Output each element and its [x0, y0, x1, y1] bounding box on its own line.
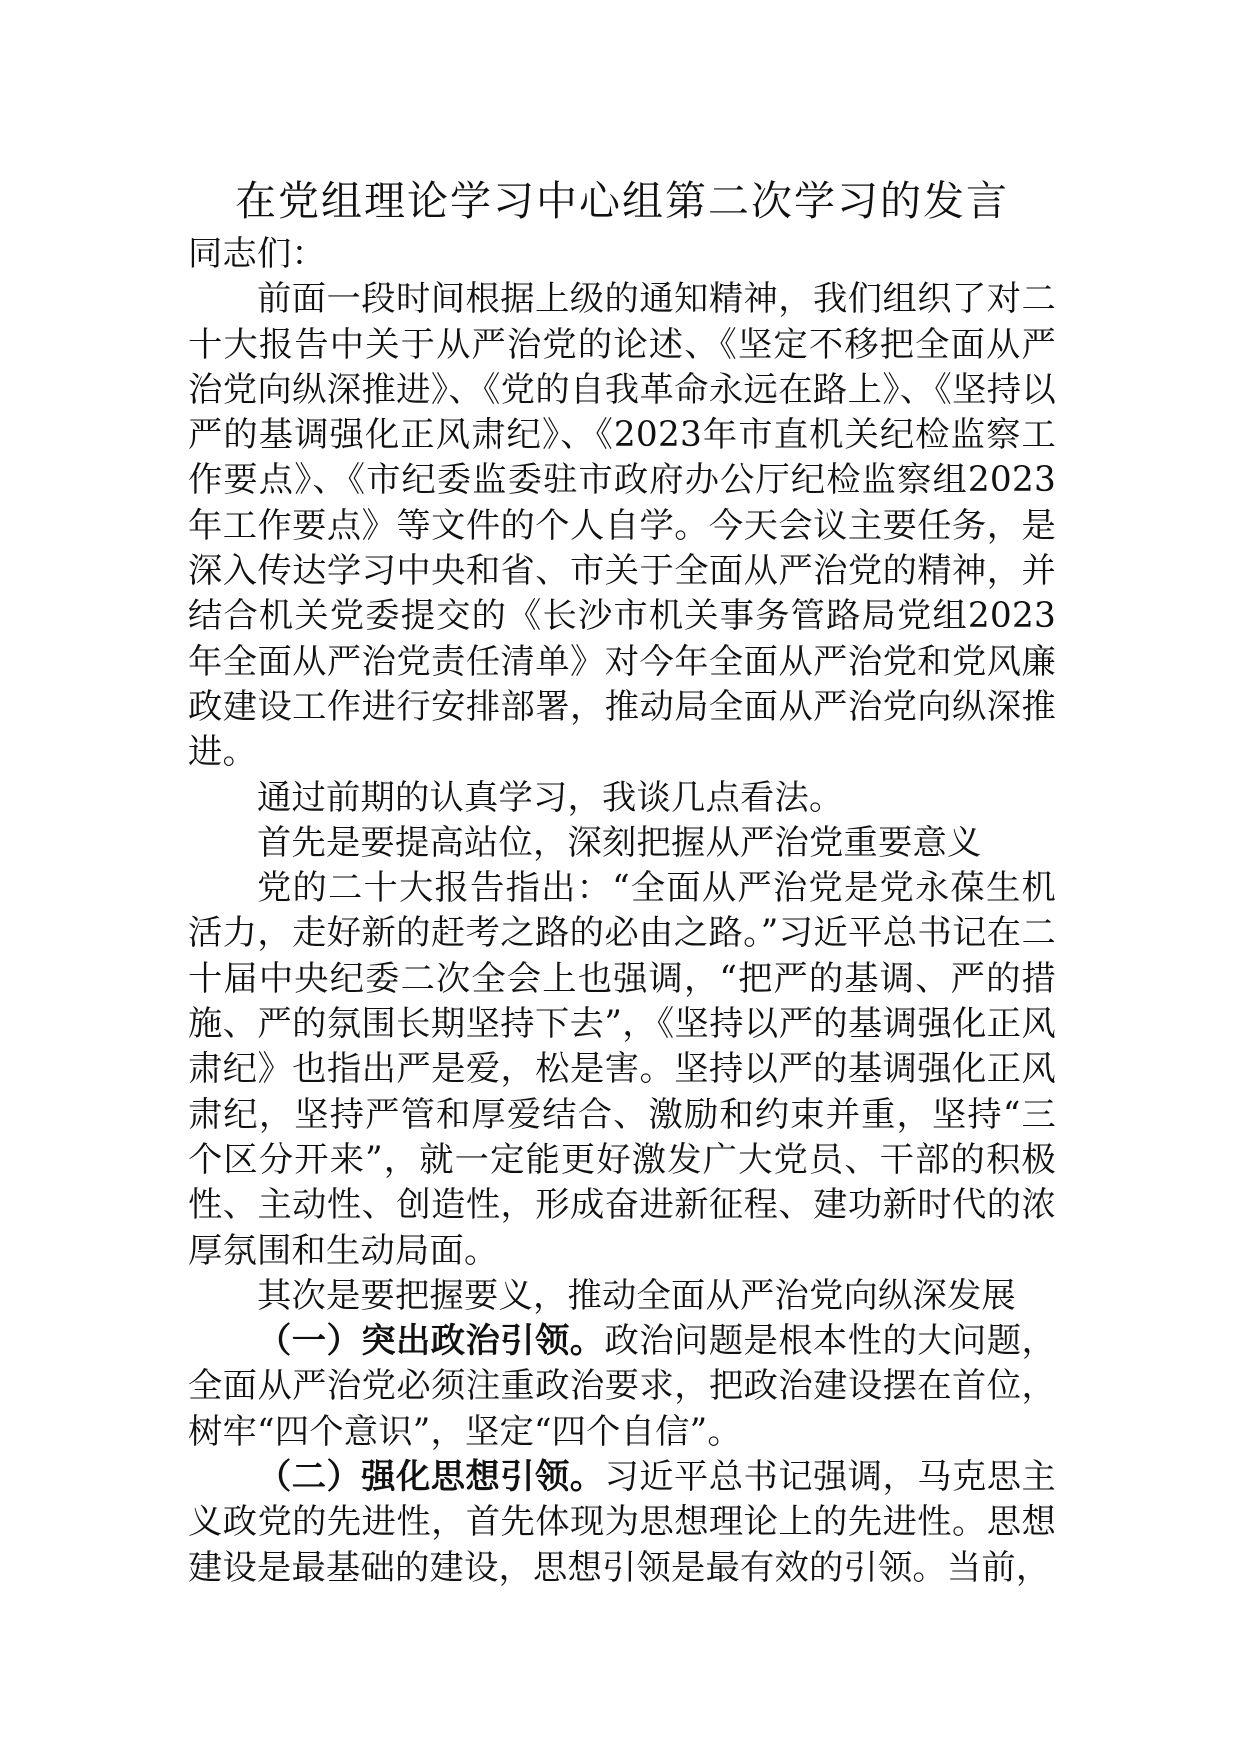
- paragraph-ideological-text: 习近平总书记强调，马克思主义政党的先进性，首先体现为思想理论上的先进性。思想建设是最基础的建设，思想引领是最有效的引领。当前，: [188, 1457, 1056, 1588]
- section-heading-first: 首先是要提高站位，深刻把握从严治党重要意义: [257, 822, 982, 863]
- paragraph-views: 通过前期的认真学习，我谈几点看法。: [257, 777, 844, 818]
- document-title: 在党组理论学习中心组第二次学习的发言: [235, 177, 1009, 225]
- paragraph-ideological-lead: [188, 1455, 1056, 1591]
- paragraph-political-text: 政治问题是根本性的大问题，全面从严治党必须注重政治要求，把政治建设摆在首位，树牢“四个意识”，坚定“四个自信”。: [188, 1321, 1056, 1452]
- paragraph-intro: 前面一段时间根据上级的通知精神，我们组织了对二十大报告中关于从严治党的论述、《坚定不移把全面从严治党向纵深推进》、《党的自我革命永远在路上》、《坚持以严的基调强化正风肃纪》、《2023年市直机关纪检监察工作要点》、《市纪委监委驻市政府办公厅纪检监察组2023年工作要点》等文件的个人自学。今天会议主要任务，是深入传达学习中央和省、市关于全面从严治党的精神，并结合机关党委提交的《长沙市机关事务管路局党组2023年全面从严治党责任清单》对今年全面从严治党和党风廉政建设工作进行安排部署，推动局全面从严治党向纵深推进。: [188, 279, 1056, 773]
- subheading-ideological: （二）强化思想引领。: [257, 1457, 605, 1498]
- section-heading-second: 其次是要把握要义，推动全面从严治党向纵深发展: [257, 1275, 1016, 1316]
- subheading-political: （一）突出政治引领。: [257, 1321, 605, 1362]
- document-page: [188, 172, 1056, 1591]
- paragraph-political-lead: [188, 1319, 1056, 1455]
- salutation: 同志们：: [188, 234, 326, 274]
- paragraph-report: 党的二十大报告指出：“全面从严治党是党永葆生机活力，走好新的赶考之路的必由之路。”习近平总书记在二十届中央纪委二次全会上也强调，“把严的基调、严的措施、严的氛围长期坚持下去”，《坚持以严的基调强化正风肃纪》也指出严是爱，松是害。坚持以严的基调强化正风肃纪，坚持严管和厚爱结合、激励和约束并重，坚持“三个区分开来”，就一定能更好激发广大党员、干部的积极性、主动性、创造性，形成奋进新征程、建功新时代的浓厚氛围和生动局面。: [188, 868, 1056, 1271]
